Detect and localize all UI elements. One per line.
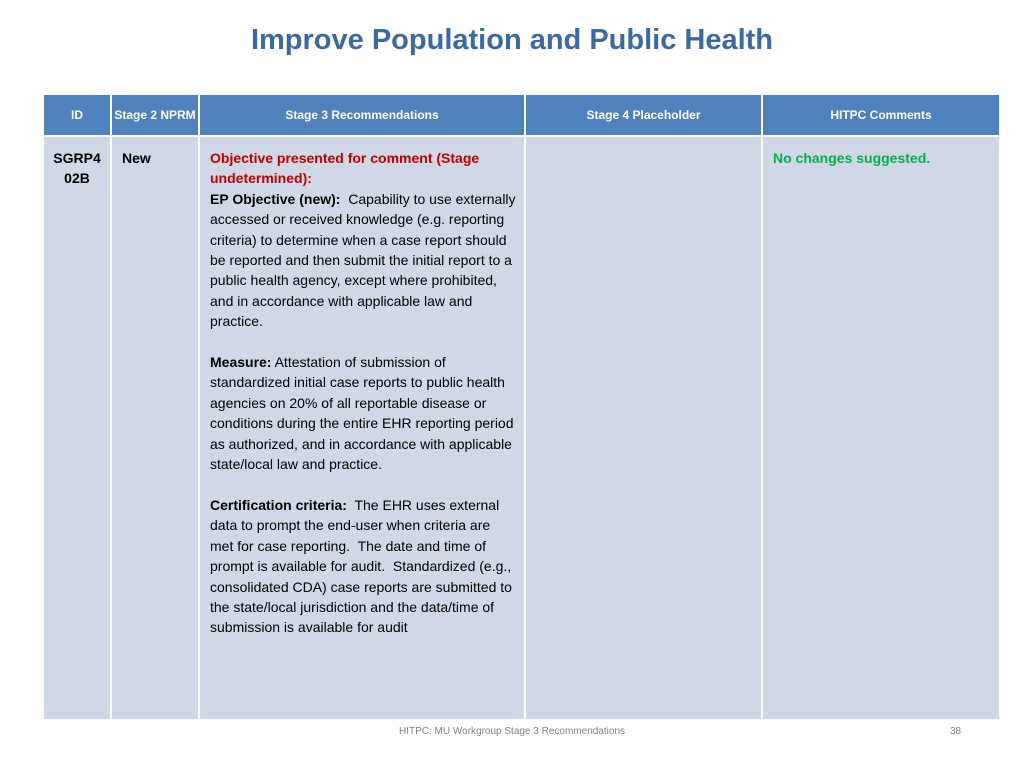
header-hitpc-comments: HITPC Comments [762,94,1000,136]
measure-paragraph [210,352,516,474]
certification-label: Certification criteria: [210,496,347,513]
measure-label: Measure: [210,354,272,371]
certification-text: The EHR uses external data to prompt the end-user when criteria are met for case reporting. The date and time of prompt is available for audit. Standardized (e.g., consolidated CDA) case reports are submitted to the state/local jurisdiction and the data/time of submission is available for audit [210,496,516,636]
recommendations-table [42,93,1001,721]
ep-objective-text: Capability to use externally accessed or received knowledge (e.g. reporting criteria) to determine when a case report should be reported and then submit the initial report to a public health agency, except where prohibited, and in accordance with applicable law and practice. [210,190,520,330]
row-id-cell: SGRP4 02B [43,136,111,720]
ep-objective-label: EP Objective (new): [210,190,341,207]
paragraph-gap [210,332,516,352]
ep-objective-paragraph [210,189,520,332]
row-stage3-cell [199,136,525,720]
row-stage4-cell [525,136,762,720]
page-number: 38 [950,726,962,737]
slide-title: Improve Population and Public Health [250,24,774,56]
header-id: ID [43,94,111,136]
hitpc-comment-text: No changes suggested. [773,150,931,166]
table-header-row [43,94,1000,136]
objective-label: Objective presented for comment (Stage undetermined): [210,150,480,187]
footer-text: HITPC: MU Workgroup Stage 3 Recommendations [398,726,625,737]
header-stage3-recommendations: Stage 3 Recommendations [199,94,525,136]
measure-text: Attestation of submission of standardized initial case reports to public health agencies on 20% of all reportable disease or conditions during the entire EHR reporting period as authorized, and in accordance with applicable state/local law and practice. [210,354,518,473]
paragraph-gap [210,474,516,494]
row-stage2-cell: New [111,136,199,720]
row-hitpc-cell [762,136,1000,720]
certification-paragraph [210,495,516,638]
header-stage2-nprm: Stage 2 NPRM [111,94,199,136]
header-stage4-placeholder: Stage 4 Placeholder [525,94,762,136]
table-row [43,136,1000,720]
